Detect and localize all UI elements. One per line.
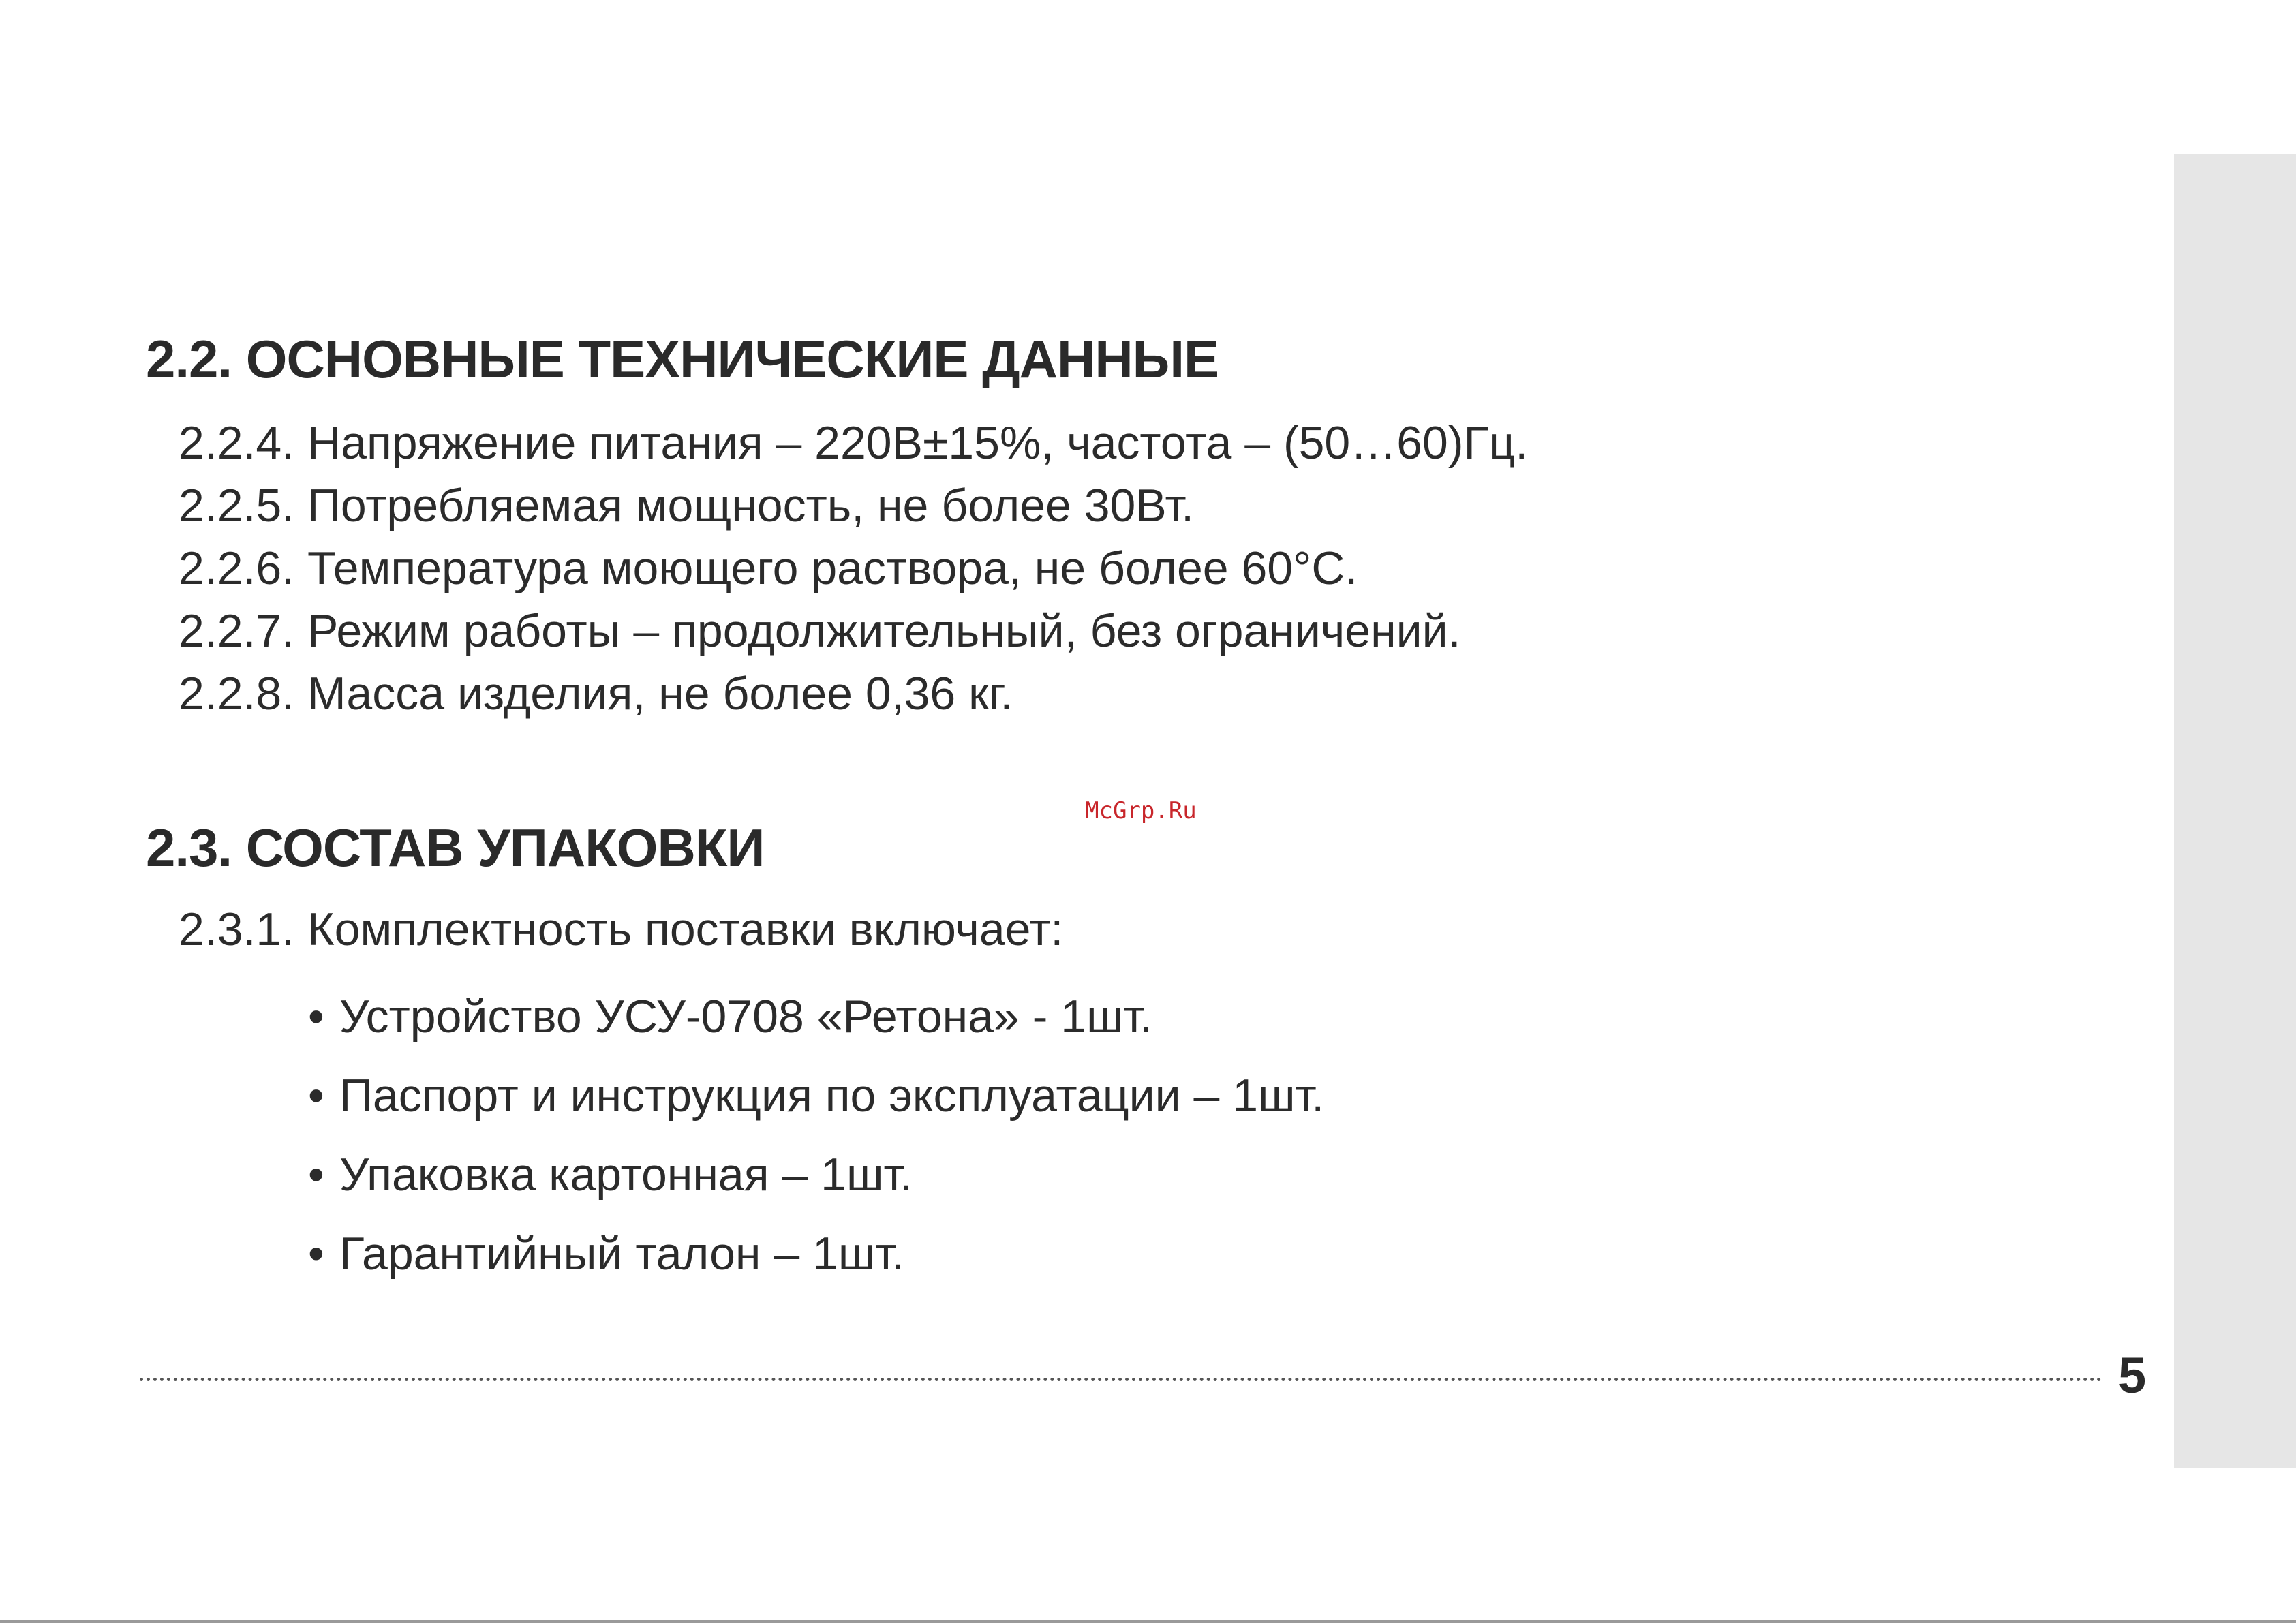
side-tab-strip <box>2174 154 2296 1468</box>
page-number: 5 <box>2118 1347 2147 1404</box>
list-item <box>308 977 1324 1056</box>
spec-item: 2.2.8. Масса изделия, не более 0,36 кг. <box>179 668 1013 720</box>
specs-list <box>179 412 1528 725</box>
spec-item: 2.2.5. Потребляемая мощность, не более 30Вт. <box>179 480 1194 531</box>
bullet-icon: • <box>308 991 324 1042</box>
package-list <box>308 977 1324 1293</box>
package-intro: 2.3.1. Комплектность поставки включает: <box>179 903 1064 955</box>
list-item-text: Упаковка картонная – 1шт. <box>339 1149 913 1201</box>
bullet-icon: • <box>308 1149 324 1201</box>
section-heading-package: 2.3. СОСТАВ УПАКОВКИ <box>146 818 765 878</box>
list-item-text: Паспорт и инструкция по эксплуатации – 1шт. <box>339 1070 1325 1122</box>
spec-item: 2.2.6. Температура моющего раствора, не более 60°С. <box>179 542 1358 594</box>
spec-item: 2.2.7. Режим работы – продолжительный, без ограничений. <box>179 605 1461 657</box>
bullet-icon: • <box>308 1070 324 1122</box>
list-item <box>308 1135 1324 1214</box>
watermark-link[interactable]: McGrp.Ru <box>1085 797 1197 824</box>
list-item-text: Устройство УСУ-0708 «Ретона» - 1шт. <box>339 991 1153 1042</box>
bullet-icon: • <box>308 1228 324 1280</box>
list-item-text: Гарантийный талон – 1шт. <box>339 1228 904 1280</box>
footer-dotted-rule <box>140 1378 2102 1381</box>
list-item <box>308 1056 1324 1135</box>
bottom-edge-line <box>0 1620 2296 1623</box>
section-heading-specs: 2.2. ОСНОВНЫЕ ТЕХНИЧЕСКИЕ ДАННЫЕ <box>146 329 1219 389</box>
spec-item: 2.2.4. Напряжение питания – 220В±15%, частота – (50…60)Гц. <box>179 417 1529 469</box>
list-item <box>308 1214 1324 1293</box>
